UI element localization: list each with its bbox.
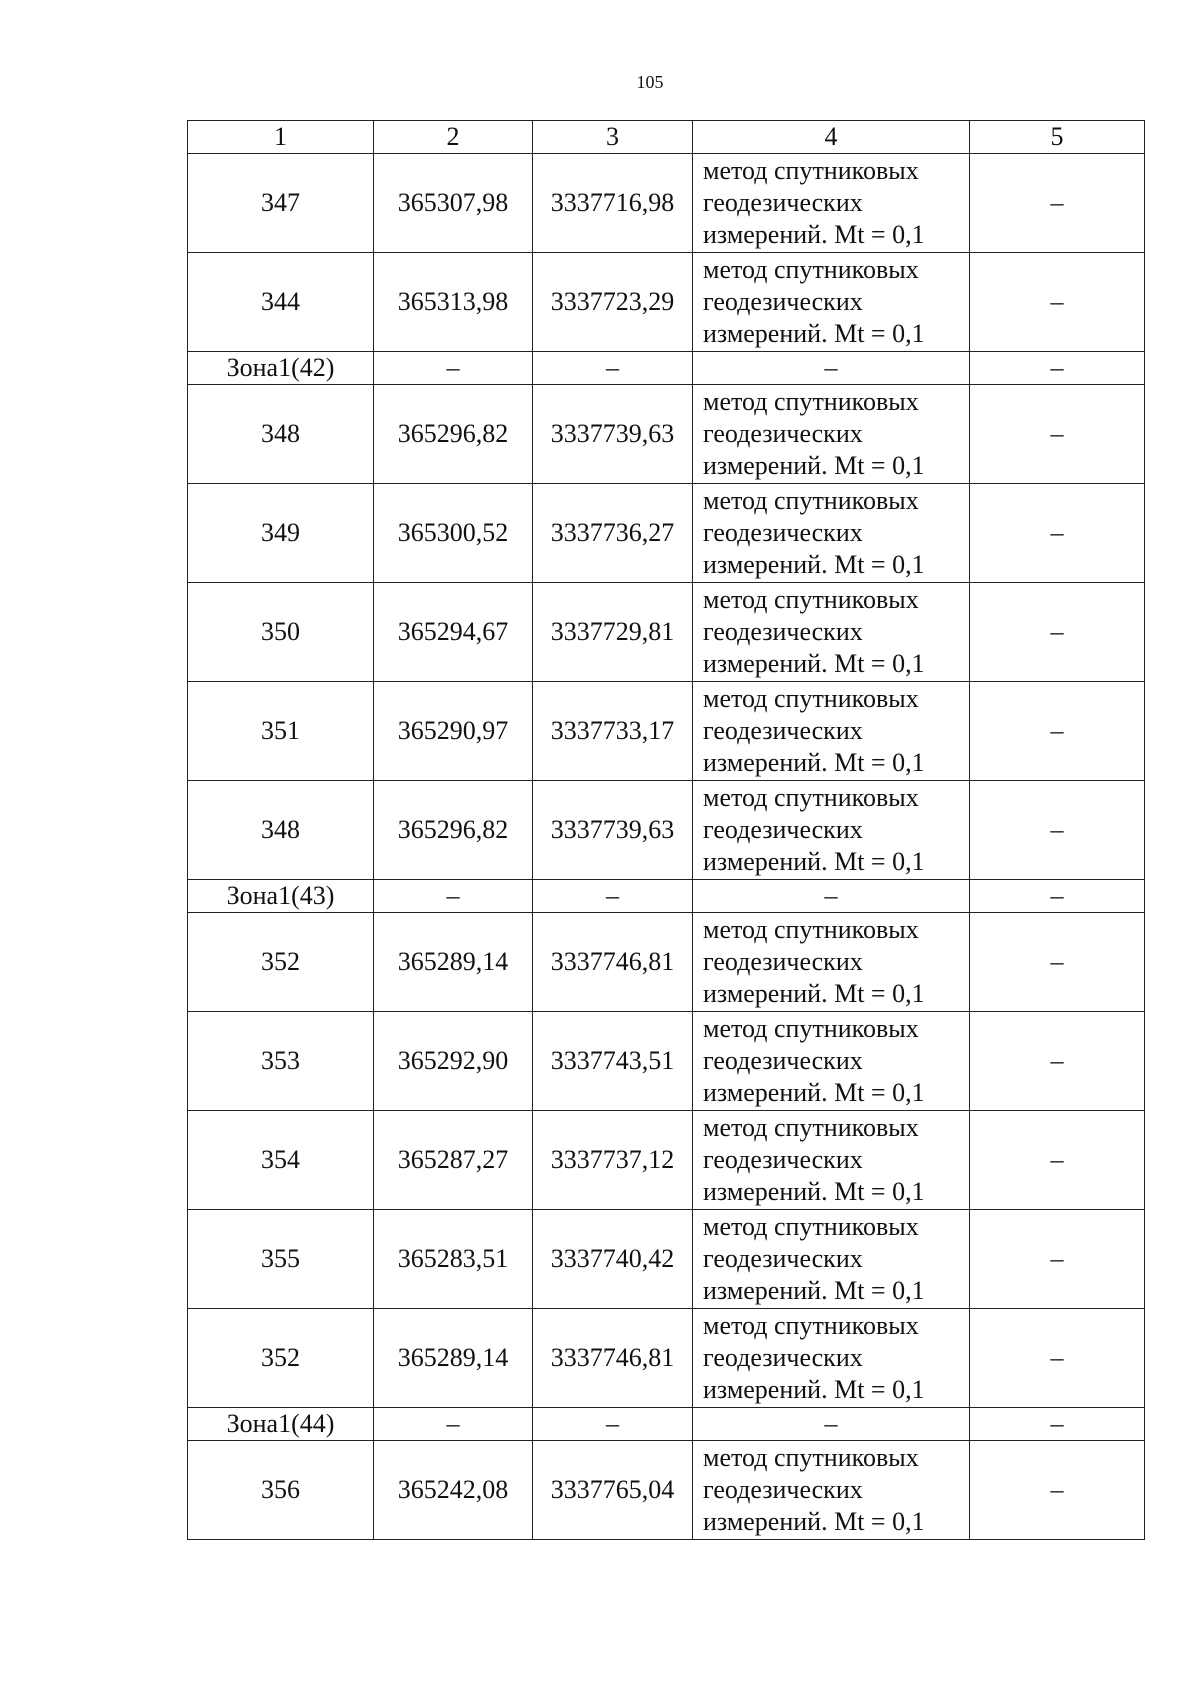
- note-cell: –: [970, 682, 1145, 781]
- method-cell: [693, 484, 970, 583]
- note-cell: –: [970, 1111, 1145, 1210]
- zone-label-cell: Зона1(44): [188, 1408, 374, 1441]
- point-number-cell: 354: [188, 1111, 374, 1210]
- column-header: 2: [374, 121, 533, 154]
- method-text-line: геодезических: [703, 1343, 863, 1372]
- y-coordinate-cell: 3337736,27: [533, 484, 693, 583]
- method-cell: [693, 781, 970, 880]
- table-row: [188, 154, 1145, 253]
- zone-label-cell: Зона1(43): [188, 880, 374, 913]
- note-cell: –: [970, 913, 1145, 1012]
- x-coordinate-cell: 365287,27: [374, 1111, 533, 1210]
- table-header-row: [188, 121, 1145, 154]
- point-number-cell: 353: [188, 1012, 374, 1111]
- y-coordinate-cell: 3337729,81: [533, 583, 693, 682]
- note-cell: –: [970, 1309, 1145, 1408]
- method-cell: [693, 253, 970, 352]
- point-number-cell: 350: [188, 583, 374, 682]
- table-row: [188, 682, 1145, 781]
- method-cell: [693, 1111, 970, 1210]
- zone-row: [188, 352, 1145, 385]
- dash-cell: –: [533, 1408, 693, 1441]
- y-coordinate-cell: 3337746,81: [533, 1309, 693, 1408]
- x-coordinate-cell: 365307,98: [374, 154, 533, 253]
- method-text-line: метод спутниковых: [703, 1113, 919, 1142]
- method-cell: [693, 583, 970, 682]
- point-number-cell: 356: [188, 1441, 374, 1540]
- x-coordinate-cell: 365290,97: [374, 682, 533, 781]
- column-header: 5: [970, 121, 1145, 154]
- y-coordinate-cell: 3337739,63: [533, 385, 693, 484]
- method-text-line: метод спутниковых: [703, 255, 919, 284]
- method-cell: [693, 682, 970, 781]
- method-text-line: метод спутниковых: [703, 585, 919, 614]
- dash-cell: –: [533, 880, 693, 913]
- note-cell: –: [970, 385, 1145, 484]
- column-header: 4: [693, 121, 970, 154]
- dash-cell: –: [693, 352, 970, 385]
- x-coordinate-cell: 365294,67: [374, 583, 533, 682]
- point-number-cell: 348: [188, 385, 374, 484]
- point-number-cell: 355: [188, 1210, 374, 1309]
- page-number: 105: [636, 72, 664, 92]
- table-row: [188, 913, 1145, 1012]
- method-cell: [693, 1210, 970, 1309]
- column-header: 1: [188, 121, 374, 154]
- x-coordinate-cell: 365296,82: [374, 781, 533, 880]
- method-text-line: геодезических: [703, 1244, 863, 1273]
- note-cell: –: [970, 781, 1145, 880]
- method-text-line: измерений. Mt = 0,1: [703, 649, 925, 678]
- y-coordinate-cell: 3337765,04: [533, 1441, 693, 1540]
- zone-row: [188, 1408, 1145, 1441]
- method-text-line: геодезических: [703, 716, 863, 745]
- table-row: [188, 583, 1145, 682]
- x-coordinate-cell: 365296,82: [374, 385, 533, 484]
- x-coordinate-cell: 365292,90: [374, 1012, 533, 1111]
- method-text-line: метод спутниковых: [703, 1443, 919, 1472]
- method-text-line: метод спутниковых: [703, 387, 919, 416]
- method-text-line: геодезических: [703, 1475, 863, 1504]
- table-row: [188, 1441, 1145, 1540]
- note-cell: –: [970, 1441, 1145, 1540]
- table-row: [188, 1309, 1145, 1408]
- method-text-line: измерений. Mt = 0,1: [703, 1507, 925, 1536]
- dash-cell: –: [374, 880, 533, 913]
- method-text-line: метод спутниковых: [703, 1212, 919, 1241]
- method-text-line: геодезических: [703, 815, 863, 844]
- note-cell: –: [970, 484, 1145, 583]
- table-body: [188, 121, 1145, 1540]
- method-text-line: метод спутниковых: [703, 684, 919, 713]
- dash-cell: –: [693, 880, 970, 913]
- point-number-cell: 344: [188, 253, 374, 352]
- y-coordinate-cell: 3337737,12: [533, 1111, 693, 1210]
- method-text-line: измерений. Mt = 0,1: [703, 979, 925, 1008]
- method-text-line: измерений. Mt = 0,1: [703, 1276, 925, 1305]
- y-coordinate-cell: 3337716,98: [533, 154, 693, 253]
- y-coordinate-cell: 3337723,29: [533, 253, 693, 352]
- method-text-line: метод спутниковых: [703, 156, 919, 185]
- method-text-line: измерений. Mt = 0,1: [703, 1177, 925, 1206]
- x-coordinate-cell: 365242,08: [374, 1441, 533, 1540]
- table-row: [188, 781, 1145, 880]
- method-text-line: измерений. Mt = 0,1: [703, 748, 925, 777]
- method-text-line: геодезических: [703, 947, 863, 976]
- note-cell: –: [970, 1012, 1145, 1111]
- point-number-cell: 348: [188, 781, 374, 880]
- point-number-cell: 351: [188, 682, 374, 781]
- method-text-line: измерений. Mt = 0,1: [703, 1078, 925, 1107]
- y-coordinate-cell: 3337733,17: [533, 682, 693, 781]
- method-cell: [693, 913, 970, 1012]
- dash-cell: –: [533, 352, 693, 385]
- x-coordinate-cell: 365283,51: [374, 1210, 533, 1309]
- zone-label-cell: Зона1(42): [188, 352, 374, 385]
- method-text-line: метод спутниковых: [703, 486, 919, 515]
- method-cell: [693, 1309, 970, 1408]
- method-text-line: измерений. Mt = 0,1: [703, 451, 925, 480]
- table-row: [188, 1012, 1145, 1111]
- note-cell: –: [970, 583, 1145, 682]
- method-text-line: метод спутниковых: [703, 1014, 919, 1043]
- dash-cell: –: [374, 1408, 533, 1441]
- method-text-line: геодезических: [703, 617, 863, 646]
- note-cell: –: [970, 253, 1145, 352]
- method-cell: [693, 154, 970, 253]
- column-header: 3: [533, 121, 693, 154]
- method-text-line: измерений. Mt = 0,1: [703, 847, 925, 876]
- zone-row: [188, 880, 1145, 913]
- dash-cell: –: [970, 1408, 1145, 1441]
- method-text-line: метод спутниковых: [703, 915, 919, 944]
- x-coordinate-cell: 365289,14: [374, 913, 533, 1012]
- table-row: [188, 253, 1145, 352]
- method-text-line: измерений. Mt = 0,1: [703, 550, 925, 579]
- coordinates-table: [187, 120, 1145, 1540]
- point-number-cell: 352: [188, 913, 374, 1012]
- method-text-line: геодезических: [703, 287, 863, 316]
- table-row: [188, 1210, 1145, 1309]
- x-coordinate-cell: 365300,52: [374, 484, 533, 583]
- method-cell: [693, 1012, 970, 1111]
- dash-cell: –: [970, 880, 1145, 913]
- dash-cell: –: [970, 352, 1145, 385]
- method-text-line: измерений. Mt = 0,1: [703, 319, 925, 348]
- method-text-line: измерений. Mt = 0,1: [703, 220, 925, 249]
- x-coordinate-cell: 365313,98: [374, 253, 533, 352]
- dash-cell: –: [374, 352, 533, 385]
- dash-cell: –: [693, 1408, 970, 1441]
- y-coordinate-cell: 3337739,63: [533, 781, 693, 880]
- point-number-cell: 347: [188, 154, 374, 253]
- method-cell: [693, 1441, 970, 1540]
- y-coordinate-cell: 3337740,42: [533, 1210, 693, 1309]
- point-number-cell: 349: [188, 484, 374, 583]
- note-cell: –: [970, 1210, 1145, 1309]
- table-row: [188, 1111, 1145, 1210]
- method-text-line: геодезических: [703, 419, 863, 448]
- y-coordinate-cell: 3337743,51: [533, 1012, 693, 1111]
- table-row: [188, 385, 1145, 484]
- note-cell: –: [970, 154, 1145, 253]
- y-coordinate-cell: 3337746,81: [533, 913, 693, 1012]
- method-text-line: геодезических: [703, 188, 863, 217]
- method-text-line: геодезических: [703, 1046, 863, 1075]
- x-coordinate-cell: 365289,14: [374, 1309, 533, 1408]
- method-text-line: измерений. Mt = 0,1: [703, 1375, 925, 1404]
- method-text-line: геодезических: [703, 518, 863, 547]
- point-number-cell: 352: [188, 1309, 374, 1408]
- table-row: [188, 484, 1145, 583]
- method-text-line: метод спутниковых: [703, 1311, 919, 1340]
- method-text-line: геодезических: [703, 1145, 863, 1174]
- method-cell: [693, 385, 970, 484]
- method-text-line: метод спутниковых: [703, 783, 919, 812]
